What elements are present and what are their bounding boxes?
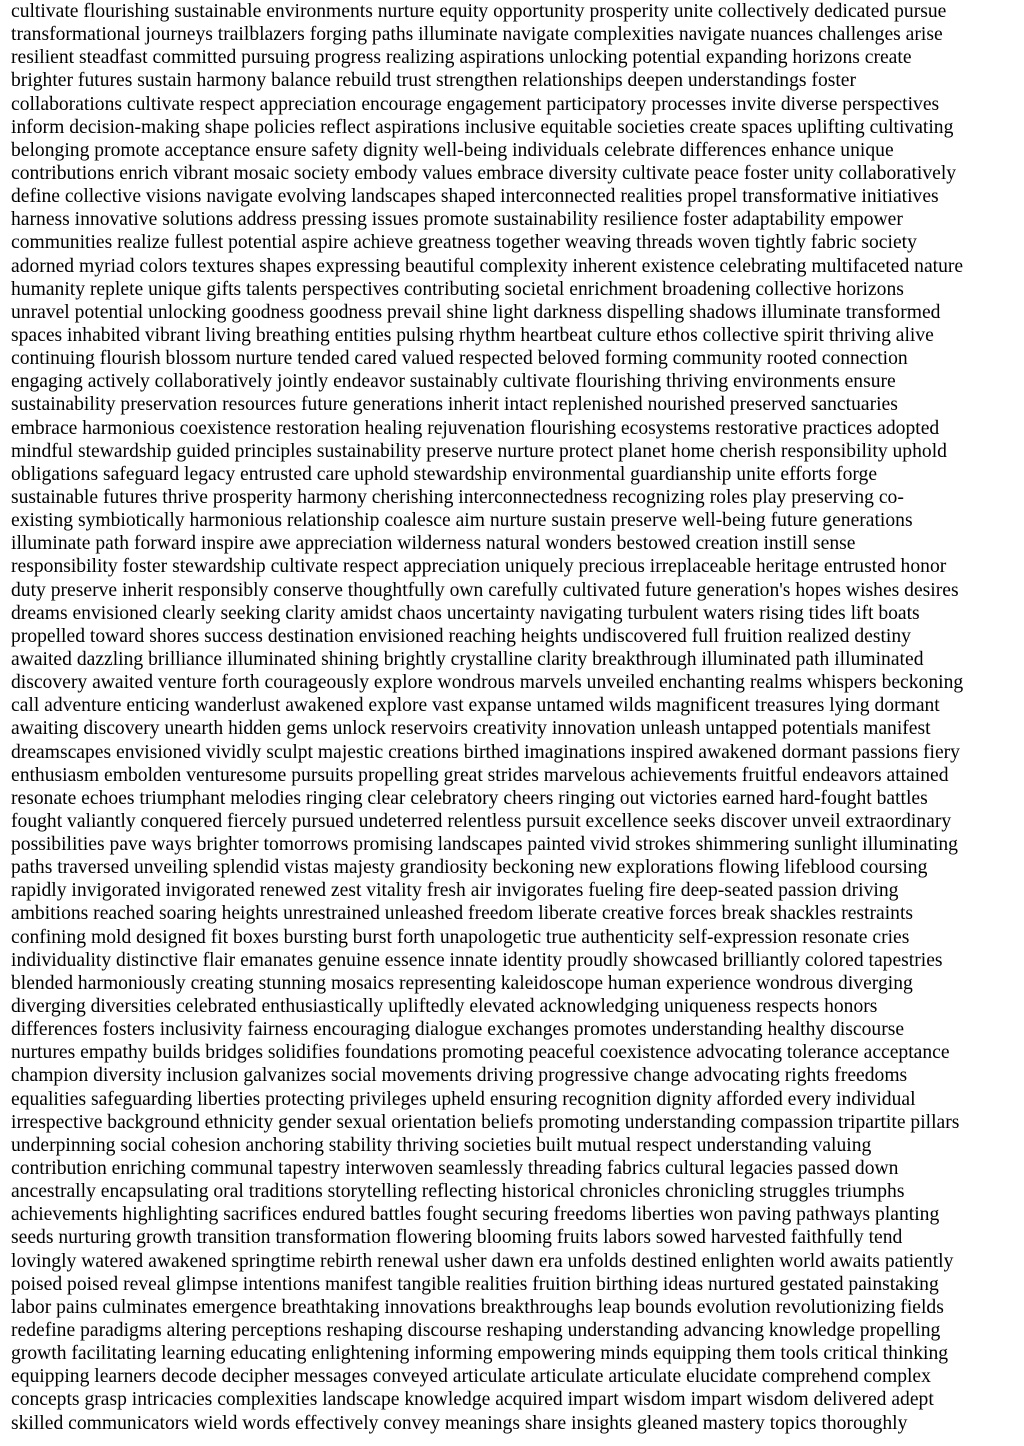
text-line: concepts grasp intricacies complexities landscape knowledge acquired impart wisdom impart wisdom delivered adept	[11, 1389, 934, 1411]
text-line: champion diversity inclusion galvanizes social movements driving progressive change advocating rights freedoms	[11, 1065, 908, 1087]
text-line: propelled toward shores success destination envisioned reaching heights undiscovered full fruition realized destiny	[11, 625, 911, 647]
text-line: mindful stewardship guided principles sustainability preserve nurture protect planet home cherish responsibility uphold	[11, 440, 947, 462]
text-line: discovery awaited venture forth courageously explore wondrous marvels unveiled enchanting realms whispers beckoning	[11, 672, 964, 694]
text-line: possibilities pave ways brighter tomorrows promising landscapes painted vivid strokes shimmering sunlight illuminating	[11, 834, 958, 856]
text-line: communities realize fullest potential aspire achieve greatness together weaving threads woven tightly fabric society	[11, 232, 917, 254]
text-line: blended harmoniously creating stunning mosaics representing kaleidoscope human experience wondrous diverging	[11, 972, 913, 994]
text-line: nurtures empathy builds bridges solidifies foundations promoting peaceful coexistence advocating tolerance acceptance	[11, 1042, 950, 1064]
text-line: irrespective background ethnicity gender sexual orientation beliefs promoting understanding compassion tripartite pillars	[11, 1111, 960, 1133]
text-line: inform decision-making shape policies reflect aspirations inclusive equitable societies create spaces uplifting cultivating	[11, 116, 954, 138]
text-line: continuing flourish blossom nurture tended cared valued respected beloved forming community rooted connection	[11, 348, 908, 370]
text-line: fought valiantly conquered fiercely pursued undeterred relentless pursuit excellence seeks discover unveil extraordinary	[11, 810, 952, 832]
text-line: embrace harmonious coexistence restoration healing rejuvenation flourishing ecosystems restorative practices adopted	[11, 417, 940, 439]
text-line: cultivate flourishing sustainable environments nurture equity opportunity prosperity unite collectively dedicated pursue	[11, 1, 947, 22]
text-line: obligations safeguard legacy entrusted care uphold stewardship environmental guardianship unite efforts forge	[11, 463, 878, 485]
text-line: existing symbiotically harmonious relationship coalesce aim nurture sustain preserve well-being future generations	[11, 510, 913, 532]
text-line: define collective visions navigate evolving landscapes shaped interconnected realities propel transformative initiatives	[11, 186, 939, 208]
text-line: collaborations cultivate respect appreciation encourage engagement participatory processes invite diverse perspectives	[11, 93, 940, 115]
text-line: sustainability preservation resources future generations inherit intact replenished nourished preserved sanctuaries	[11, 394, 898, 416]
text-line: enthusiasm embolden venturesome pursuits propelling great strides marvelous achievements fruitful endeavors attained	[11, 764, 949, 786]
text-line: engaging actively collaboratively jointly endeavor sustainably cultivate flourishing thriving environments ensure	[11, 371, 896, 393]
text-line: differences fosters inclusivity fairness encouraging dialogue exchanges promotes understanding healthy discourse	[11, 1019, 905, 1041]
text-line: call adventure enticing wanderlust awakened explore vast expanse untamed wilds magnificent treasures lying dormant	[11, 695, 940, 717]
text-line: dreams envisioned clearly seeking clarity amidst chaos uncertainty navigating turbulent waters rising tides lift boats	[11, 602, 920, 624]
text-line: seeds nurturing growth transition transformation flowering blooming fruits labors sowed harvested faithfully tend	[11, 1227, 903, 1249]
text-line: brighter futures sustain harmony balance rebuild trust strengthen relationships deepen understandings foster	[11, 70, 857, 92]
text-line: harness innovative solutions address pressing issues promote sustainability resilience foster adaptability empower	[11, 209, 903, 231]
text-line: responsibility foster stewardship cultivate respect appreciation uniquely precious irreplaceable heritage entrusted honor	[11, 556, 947, 578]
text-line: awaited dazzling brilliance illuminated shining brightly crystalline clarity breakthrough illuminated path illuminated	[11, 648, 924, 670]
text-line: illuminate path forward inspire awe appreciation wilderness natural wonders bestowed creation instill sense	[11, 533, 856, 555]
text-line: redefine paradigms altering perceptions reshaping discourse reshaping understanding advancing knowledge propelling	[11, 1320, 941, 1342]
text-line: labor pains culminates emergence breathtaking innovations breakthroughs leap bounds evolution revolutionizing fields	[11, 1296, 944, 1318]
text-line: paths traversed unveiling splendid vistas majesty grandiosity beckoning new explorations flowing lifeblood coursing	[11, 857, 928, 879]
text-line: underpinning social cohesion anchoring stability thriving societies built mutual respect understanding valuing	[11, 1134, 872, 1156]
text-line: ancestrally encapsulating oral traditions storytelling reflecting historical chronicles chronicling struggles triumphs	[11, 1181, 905, 1203]
text-line: individuality distinctive flair emanates genuine essence innate identity proudly showcased brilliantly colored tapestries	[11, 949, 943, 971]
text-line: achievements highlighting sacrifices endured battles fought securing freedoms liberties won paving pathways planting	[11, 1204, 940, 1226]
text-line: diverging diversities celebrated enthusiastically upliftedly elevated acknowledging uniqueness respects honors	[11, 996, 878, 1018]
text-line: contribution enriching communal tapestry interwoven seamlessly threading fabrics cultural legacies passed down	[11, 1158, 899, 1180]
text-line: lovingly watered awakened springtime rebirth renewal usher dawn era unfolds destined enlighten world awaits patiently	[11, 1250, 954, 1272]
text-line: sustainable futures thrive prosperity harmony cherishing interconnectedness recognizing roles play preserving co-	[11, 486, 904, 508]
text-line: confining mold designed fit boxes bursting burst forth unapologetic true authenticity self-expression resonate cries	[11, 926, 910, 948]
text-line: resilient steadfast committed pursuing progress realizing aspirations unlocking potential expanding horizons create	[11, 47, 912, 69]
text-line: transformational journeys trailblazers forging paths illuminate navigate complexities navigate nuances challenges arise	[11, 24, 943, 46]
text-line: unravel potential unlocking goodness goodness prevail shine light darkness dispelling shadows illuminate transformed	[11, 301, 941, 323]
text-line: humanity replete unique gifts talents perspectives contributing societal enrichment broadening collective horizons	[11, 278, 904, 300]
text-line: contributions enrich vibrant mosaic society embody values embrace diversity cultivate peace foster unity collaboratively	[11, 162, 957, 184]
text-line: duty preserve inherit responsibly conserve thoughtfully own carefully cultivated future generation's hopes wishes desires	[11, 579, 959, 601]
text-line: rapidly invigorated invigorated renewed zest vitality fresh air invigorates fueling fire deep-seated passion driving	[11, 880, 899, 902]
text-line: awaiting discovery unearth hidden gems unlock reservoirs creativity innovation unleash untapped potentials manifest	[11, 718, 931, 740]
text-line: equipping learners decode decipher messages conveyed articulate articulate articulate elucidate comprehend complex	[11, 1366, 931, 1388]
text-line: resonate echoes triumphant melodies ringing clear celebratory cheers ringing out victories earned hard-fought battles	[11, 787, 928, 809]
text-line: belonging promote acceptance ensure safety dignity well-being individuals celebrate differences enhance unique	[11, 139, 894, 161]
text-line: ambitions reached soaring heights unrestrained unleashed freedom liberate creative forces break shackles restraints	[11, 903, 914, 925]
text-line: adorned myriad colors textures shapes expressing beautiful complexity inherent existence celebrating multifaceted nature	[11, 255, 964, 277]
text-line: skilled communicators wield words effectively convey meanings share insights gleaned mastery topics thoroughly	[11, 1412, 908, 1434]
text-line: dreamscapes envisioned vividly sculpt majestic creations birthed imaginations inspired awakened dormant passions fiery	[11, 741, 960, 763]
text-line: equalities safeguarding liberties protecting privileges upheld ensuring recognition dignity afforded every individual	[11, 1088, 916, 1110]
body-text	[11, 0, 1021, 1435]
text-line: growth facilitating learning educating enlightening informing empowering minds equipping them tools critical thinking	[11, 1343, 949, 1365]
text-line: poised poised reveal glimpse intentions manifest tangible realities fruition birthing ideas nurtured gestated painstaking	[11, 1273, 939, 1295]
text-line: spaces inhabited vibrant living breathing entities pulsing rhythm heartbeat culture ethos collective spirit thriving alive	[11, 324, 934, 346]
